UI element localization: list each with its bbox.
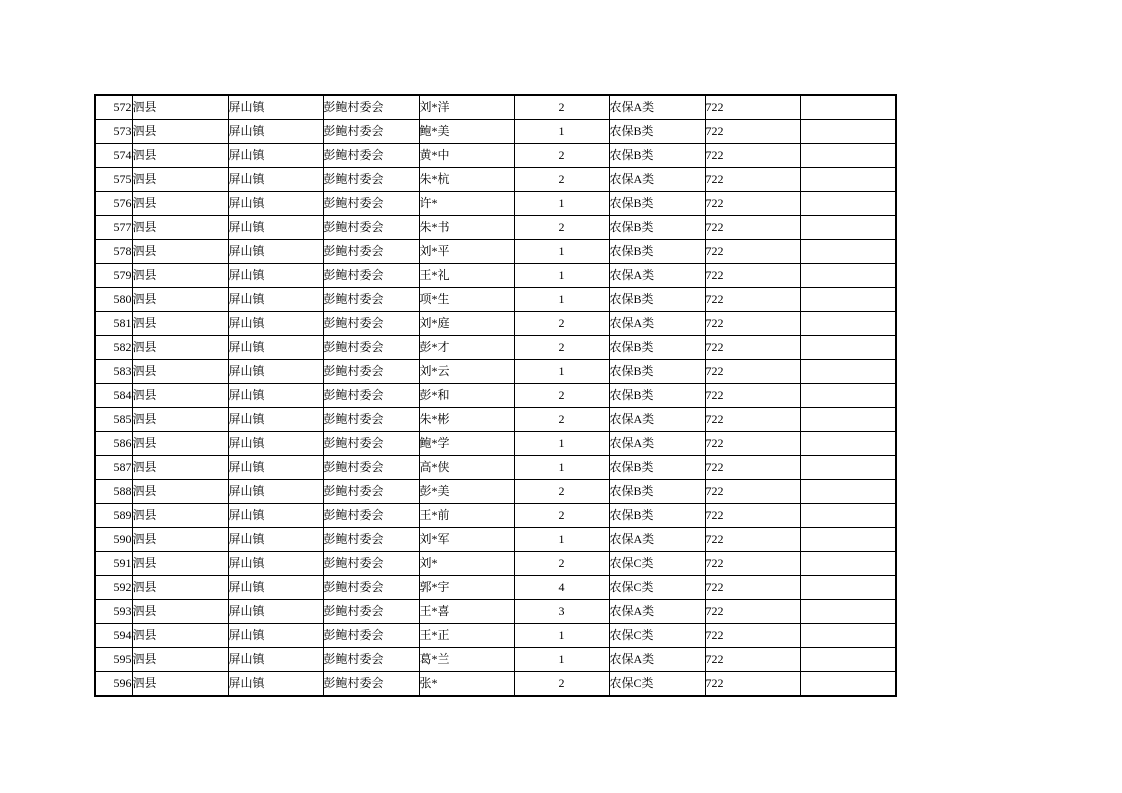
household-count-cell: 1 (514, 120, 609, 144)
note-cell (800, 600, 896, 624)
table-row (95, 216, 896, 240)
name-cell: 刘*平 (419, 240, 514, 264)
county-cell: 泗县 (132, 600, 228, 624)
name-cell: 鲍*美 (419, 120, 514, 144)
amount-cell: 722 (705, 408, 800, 432)
household-count-cell: 4 (514, 576, 609, 600)
household-count-cell: 2 (514, 408, 609, 432)
county-cell: 泗县 (132, 216, 228, 240)
amount-cell: 722 (705, 528, 800, 552)
village-committee-cell: 彭鲍村委会 (323, 360, 419, 384)
amount-cell: 722 (705, 144, 800, 168)
town-cell: 屏山镇 (228, 480, 323, 504)
category-cell: 农保B类 (609, 120, 705, 144)
village-committee-cell: 彭鲍村委会 (323, 95, 419, 120)
county-cell: 泗县 (132, 312, 228, 336)
category-cell: 农保C类 (609, 672, 705, 697)
note-cell (800, 240, 896, 264)
household-count-cell: 2 (514, 95, 609, 120)
note-cell (800, 336, 896, 360)
name-cell: 王*礼 (419, 264, 514, 288)
village-committee-cell: 彭鲍村委会 (323, 504, 419, 528)
note-cell (800, 480, 896, 504)
row-number-cell: 589 (95, 504, 132, 528)
row-number-cell: 595 (95, 648, 132, 672)
category-cell: 农保A类 (609, 432, 705, 456)
amount-cell: 722 (705, 216, 800, 240)
town-cell: 屏山镇 (228, 240, 323, 264)
table-body (95, 95, 896, 696)
name-cell: 鲍*学 (419, 432, 514, 456)
category-cell: 农保B类 (609, 456, 705, 480)
category-cell: 农保B类 (609, 240, 705, 264)
village-committee-cell: 彭鲍村委会 (323, 384, 419, 408)
name-cell: 许* (419, 192, 514, 216)
name-cell: 王*喜 (419, 600, 514, 624)
household-count-cell: 1 (514, 432, 609, 456)
name-cell: 王*正 (419, 624, 514, 648)
village-committee-cell: 彭鲍村委会 (323, 552, 419, 576)
name-cell: 项*生 (419, 288, 514, 312)
county-cell: 泗县 (132, 672, 228, 697)
amount-cell: 722 (705, 480, 800, 504)
name-cell: 刘* (419, 552, 514, 576)
table-row (95, 576, 896, 600)
name-cell: 朱*彬 (419, 408, 514, 432)
amount-cell: 722 (705, 360, 800, 384)
category-cell: 农保A类 (609, 168, 705, 192)
household-count-cell: 3 (514, 600, 609, 624)
county-cell: 泗县 (132, 144, 228, 168)
name-cell: 王*前 (419, 504, 514, 528)
category-cell: 农保B类 (609, 144, 705, 168)
county-cell: 泗县 (132, 408, 228, 432)
name-cell: 朱*杭 (419, 168, 514, 192)
village-committee-cell: 彭鲍村委会 (323, 672, 419, 697)
household-count-cell: 1 (514, 456, 609, 480)
row-number-cell: 581 (95, 312, 132, 336)
row-number-cell: 579 (95, 264, 132, 288)
village-committee-cell: 彭鲍村委会 (323, 312, 419, 336)
category-cell: 农保A类 (609, 264, 705, 288)
row-number-cell: 592 (95, 576, 132, 600)
category-cell: 农保A类 (609, 312, 705, 336)
amount-cell: 722 (705, 648, 800, 672)
village-committee-cell: 彭鲍村委会 (323, 240, 419, 264)
village-committee-cell: 彭鲍村委会 (323, 144, 419, 168)
row-number-cell: 580 (95, 288, 132, 312)
note-cell (800, 216, 896, 240)
table-row (95, 312, 896, 336)
table-row (95, 240, 896, 264)
village-committee-cell: 彭鲍村委会 (323, 600, 419, 624)
category-cell: 农保B类 (609, 192, 705, 216)
data-table (94, 94, 897, 697)
row-number-cell: 583 (95, 360, 132, 384)
household-count-cell: 1 (514, 624, 609, 648)
town-cell: 屏山镇 (228, 600, 323, 624)
table-row (95, 672, 896, 697)
table-row (95, 360, 896, 384)
town-cell: 屏山镇 (228, 552, 323, 576)
row-number-cell: 585 (95, 408, 132, 432)
town-cell: 屏山镇 (228, 624, 323, 648)
table-row (95, 168, 896, 192)
amount-cell: 722 (705, 288, 800, 312)
table-row (95, 192, 896, 216)
town-cell: 屏山镇 (228, 456, 323, 480)
amount-cell: 722 (705, 264, 800, 288)
amount-cell: 722 (705, 552, 800, 576)
category-cell: 农保C类 (609, 624, 705, 648)
town-cell: 屏山镇 (228, 95, 323, 120)
table-row (95, 384, 896, 408)
amount-cell: 722 (705, 600, 800, 624)
amount-cell: 722 (705, 576, 800, 600)
county-cell: 泗县 (132, 336, 228, 360)
name-cell: 朱*书 (419, 216, 514, 240)
town-cell: 屏山镇 (228, 504, 323, 528)
category-cell: 农保B类 (609, 480, 705, 504)
row-number-cell: 593 (95, 600, 132, 624)
category-cell: 农保A类 (609, 528, 705, 552)
amount-cell: 722 (705, 95, 800, 120)
row-number-cell: 575 (95, 168, 132, 192)
note-cell (800, 624, 896, 648)
table-row (95, 456, 896, 480)
village-committee-cell: 彭鲍村委会 (323, 408, 419, 432)
county-cell: 泗县 (132, 264, 228, 288)
town-cell: 屏山镇 (228, 264, 323, 288)
village-committee-cell: 彭鲍村委会 (323, 528, 419, 552)
row-number-cell: 582 (95, 336, 132, 360)
category-cell: 农保B类 (609, 360, 705, 384)
town-cell: 屏山镇 (228, 576, 323, 600)
category-cell: 农保B类 (609, 384, 705, 408)
household-count-cell: 2 (514, 168, 609, 192)
household-count-cell: 2 (514, 672, 609, 697)
town-cell: 屏山镇 (228, 408, 323, 432)
county-cell: 泗县 (132, 552, 228, 576)
village-committee-cell: 彭鲍村委会 (323, 432, 419, 456)
county-cell: 泗县 (132, 624, 228, 648)
category-cell: 农保B类 (609, 216, 705, 240)
county-cell: 泗县 (132, 168, 228, 192)
note-cell (800, 576, 896, 600)
name-cell: 郭*宇 (419, 576, 514, 600)
name-cell: 彭*才 (419, 336, 514, 360)
table-row (95, 120, 896, 144)
amount-cell: 722 (705, 384, 800, 408)
row-number-cell: 572 (95, 95, 132, 120)
amount-cell: 722 (705, 672, 800, 697)
town-cell: 屏山镇 (228, 384, 323, 408)
category-cell: 农保A类 (609, 408, 705, 432)
row-number-cell: 573 (95, 120, 132, 144)
county-cell: 泗县 (132, 360, 228, 384)
county-cell: 泗县 (132, 576, 228, 600)
county-cell: 泗县 (132, 240, 228, 264)
household-count-cell: 2 (514, 216, 609, 240)
village-committee-cell: 彭鲍村委会 (323, 264, 419, 288)
town-cell: 屏山镇 (228, 192, 323, 216)
category-cell: 农保A类 (609, 648, 705, 672)
county-cell: 泗县 (132, 384, 228, 408)
name-cell: 刘*洋 (419, 95, 514, 120)
row-number-cell: 594 (95, 624, 132, 648)
amount-cell: 722 (705, 432, 800, 456)
county-cell: 泗县 (132, 192, 228, 216)
table-row (95, 336, 896, 360)
table-row (95, 528, 896, 552)
village-committee-cell: 彭鲍村委会 (323, 288, 419, 312)
household-count-cell: 1 (514, 360, 609, 384)
table-row (95, 600, 896, 624)
village-committee-cell: 彭鲍村委会 (323, 336, 419, 360)
note-cell (800, 672, 896, 697)
village-committee-cell: 彭鲍村委会 (323, 120, 419, 144)
note-cell (800, 504, 896, 528)
town-cell: 屏山镇 (228, 672, 323, 697)
amount-cell: 722 (705, 624, 800, 648)
amount-cell: 722 (705, 168, 800, 192)
county-cell: 泗县 (132, 528, 228, 552)
note-cell (800, 648, 896, 672)
town-cell: 屏山镇 (228, 336, 323, 360)
household-count-cell: 1 (514, 192, 609, 216)
amount-cell: 722 (705, 504, 800, 528)
table-row (95, 432, 896, 456)
county-cell: 泗县 (132, 120, 228, 144)
town-cell: 屏山镇 (228, 648, 323, 672)
note-cell (800, 384, 896, 408)
town-cell: 屏山镇 (228, 168, 323, 192)
county-cell: 泗县 (132, 288, 228, 312)
note-cell (800, 288, 896, 312)
table-row (95, 408, 896, 432)
category-cell: 农保A类 (609, 600, 705, 624)
note-cell (800, 192, 896, 216)
name-cell: 葛*兰 (419, 648, 514, 672)
category-cell: 农保C类 (609, 576, 705, 600)
row-number-cell: 584 (95, 384, 132, 408)
household-count-cell: 2 (514, 144, 609, 168)
note-cell (800, 552, 896, 576)
household-count-cell: 2 (514, 336, 609, 360)
row-number-cell: 591 (95, 552, 132, 576)
village-committee-cell: 彭鲍村委会 (323, 576, 419, 600)
table-row (95, 480, 896, 504)
amount-cell: 722 (705, 120, 800, 144)
county-cell: 泗县 (132, 432, 228, 456)
row-number-cell: 577 (95, 216, 132, 240)
table-row (95, 552, 896, 576)
name-cell: 黄*中 (419, 144, 514, 168)
name-cell: 高*侠 (419, 456, 514, 480)
village-committee-cell: 彭鲍村委会 (323, 648, 419, 672)
household-count-cell: 1 (514, 528, 609, 552)
village-committee-cell: 彭鲍村委会 (323, 624, 419, 648)
town-cell: 屏山镇 (228, 360, 323, 384)
household-count-cell: 2 (514, 504, 609, 528)
category-cell: 农保B类 (609, 336, 705, 360)
household-count-cell: 2 (514, 312, 609, 336)
category-cell: 农保A类 (609, 95, 705, 120)
note-cell (800, 408, 896, 432)
county-cell: 泗县 (132, 480, 228, 504)
table-row (95, 648, 896, 672)
village-committee-cell: 彭鲍村委会 (323, 192, 419, 216)
town-cell: 屏山镇 (228, 312, 323, 336)
name-cell: 刘*庭 (419, 312, 514, 336)
household-count-cell: 2 (514, 552, 609, 576)
note-cell (800, 120, 896, 144)
note-cell (800, 360, 896, 384)
category-cell: 农保B类 (609, 504, 705, 528)
village-committee-cell: 彭鲍村委会 (323, 216, 419, 240)
note-cell (800, 95, 896, 120)
table-row (95, 504, 896, 528)
table-row (95, 624, 896, 648)
household-count-cell: 1 (514, 264, 609, 288)
town-cell: 屏山镇 (228, 432, 323, 456)
name-cell: 刘*云 (419, 360, 514, 384)
village-committee-cell: 彭鲍村委会 (323, 168, 419, 192)
name-cell: 刘*军 (419, 528, 514, 552)
note-cell (800, 456, 896, 480)
household-count-cell: 2 (514, 480, 609, 504)
amount-cell: 722 (705, 192, 800, 216)
county-cell: 泗县 (132, 456, 228, 480)
table-row (95, 95, 896, 120)
household-count-cell: 1 (514, 648, 609, 672)
note-cell (800, 168, 896, 192)
county-cell: 泗县 (132, 95, 228, 120)
amount-cell: 722 (705, 312, 800, 336)
note-cell (800, 528, 896, 552)
household-count-cell: 2 (514, 384, 609, 408)
row-number-cell: 586 (95, 432, 132, 456)
category-cell: 农保B类 (609, 288, 705, 312)
name-cell: 彭*和 (419, 384, 514, 408)
town-cell: 屏山镇 (228, 120, 323, 144)
county-cell: 泗县 (132, 648, 228, 672)
note-cell (800, 312, 896, 336)
row-number-cell: 576 (95, 192, 132, 216)
village-committee-cell: 彭鲍村委会 (323, 456, 419, 480)
row-number-cell: 574 (95, 144, 132, 168)
row-number-cell: 596 (95, 672, 132, 697)
table-row (95, 144, 896, 168)
name-cell: 张* (419, 672, 514, 697)
note-cell (800, 144, 896, 168)
note-cell (800, 264, 896, 288)
row-number-cell: 587 (95, 456, 132, 480)
amount-cell: 722 (705, 456, 800, 480)
town-cell: 屏山镇 (228, 288, 323, 312)
amount-cell: 722 (705, 336, 800, 360)
name-cell: 彭*美 (419, 480, 514, 504)
table-row (95, 264, 896, 288)
row-number-cell: 588 (95, 480, 132, 504)
town-cell: 屏山镇 (228, 528, 323, 552)
village-committee-cell: 彭鲍村委会 (323, 480, 419, 504)
row-number-cell: 590 (95, 528, 132, 552)
town-cell: 屏山镇 (228, 144, 323, 168)
household-count-cell: 1 (514, 240, 609, 264)
county-cell: 泗县 (132, 504, 228, 528)
note-cell (800, 432, 896, 456)
household-count-cell: 1 (514, 288, 609, 312)
category-cell: 农保C类 (609, 552, 705, 576)
table-row (95, 288, 896, 312)
amount-cell: 722 (705, 240, 800, 264)
row-number-cell: 578 (95, 240, 132, 264)
town-cell: 屏山镇 (228, 216, 323, 240)
